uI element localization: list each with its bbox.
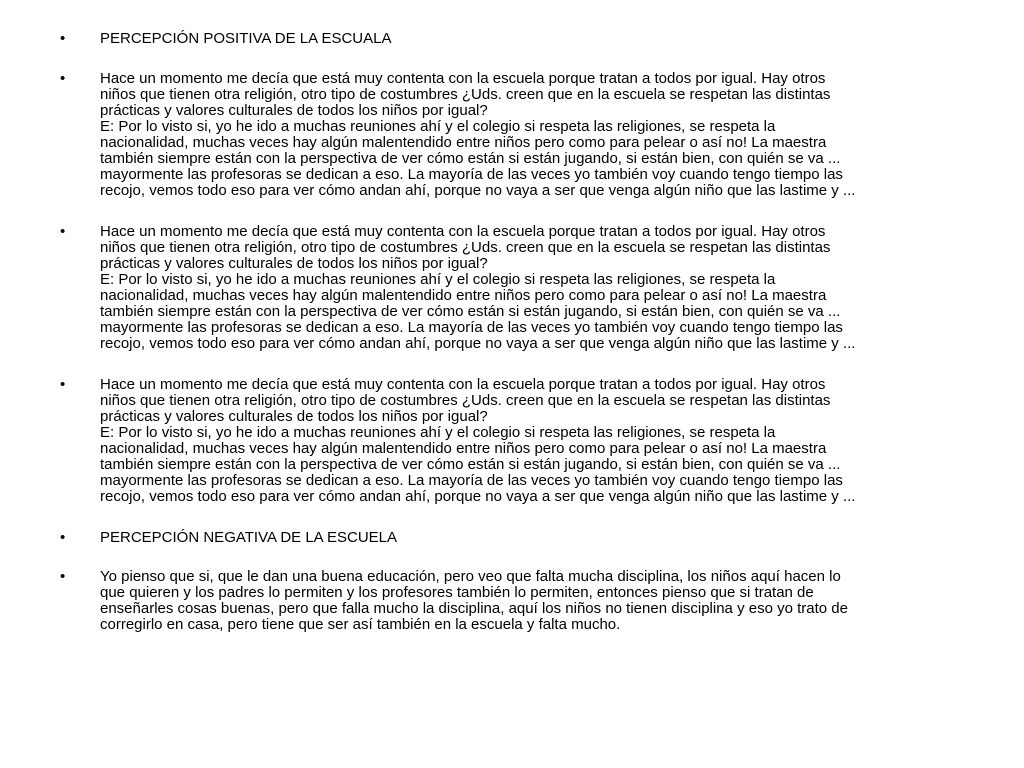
text-line: también siempre están con la perspectiva de ver cómo están si están jugando, si están bien, con quién se va ... <box>100 303 841 320</box>
text-line: E: Por lo visto si, yo he ido a muchas reuniones ahí y el colegio si respeta las religiones, se respeta la <box>100 424 776 441</box>
text-line: Yo pienso que si, que le dan una buena educación, pero veo que falta mucha disciplina, los niños aquí hacen lo <box>100 568 841 585</box>
bullet-text <box>100 31 990 47</box>
text-line: Hace un momento me decía que está muy contenta con la escuela porque tratan a todos por igual. Hay otros <box>100 70 826 87</box>
bullet-list <box>60 31 990 648</box>
text-line: recojo, vemos todo eso para ver cómo andan ahí, porque no vaya a ser que venga algún niño que las lastime y ... <box>100 335 856 352</box>
bullet-text <box>100 530 990 546</box>
text-line: mayormente las profesoras se dedican a eso. La mayoría de las veces yo también voy cuando tengo tiempo las <box>100 472 843 489</box>
bullet-dot-icon: • <box>60 223 66 240</box>
text-line: nacionalidad, muchas veces hay algún malentendido entre niños pero como para pelear o así no! La maestra <box>100 134 827 151</box>
bullet-item-quote-4 <box>60 569 990 633</box>
bullet-dot-icon: • <box>60 568 66 585</box>
bullet-text <box>100 377 990 505</box>
text-line: enseñarles cosas buenas, pero que falla mucho la disciplina, aquí los niños no tienen disciplina y eso yo trato de <box>100 600 848 617</box>
text-line: niños que tienen otra religión, otro tipo de costumbres ¿Uds. creen que en la escuela se respetan las distintas <box>100 239 831 256</box>
text-line: nacionalidad, muchas veces hay algún malentendido entre niños pero como para pelear o así no! La maestra <box>100 287 827 304</box>
text-line: prácticas y valores culturales de todos los niños por igual? <box>100 102 488 119</box>
bullet-item-quote-3 <box>60 377 990 505</box>
bullet-item-quote-1 <box>60 71 990 199</box>
text-line: corregirlo en casa, pero tiene que ser así también en la escuela y falta mucho. <box>100 616 621 633</box>
bullet-text <box>100 224 990 352</box>
bullet-dot-icon: • <box>60 30 66 47</box>
text-line: prácticas y valores culturales de todos los niños por igual? <box>100 255 488 272</box>
text-line: Hace un momento me decía que está muy contenta con la escuela porque tratan a todos por igual. Hay otros <box>100 223 826 240</box>
text-line: PERCEPCIÓN NEGATIVA DE LA ESCUELA <box>100 529 398 546</box>
text-line: nacionalidad, muchas veces hay algún malentendido entre niños pero como para pelear o así no! La maestra <box>100 440 827 457</box>
text-line: E: Por lo visto si, yo he ido a muchas reuniones ahí y el colegio si respeta las religiones, se respeta la <box>100 118 776 135</box>
text-line: que quieren y los padres lo permiten y los profesores también lo permiten, entonces pienso que si tratan de <box>100 584 814 601</box>
text-line: mayormente las profesoras se dedican a eso. La mayoría de las veces yo también voy cuando tengo tiempo las <box>100 319 843 336</box>
text-line: recojo, vemos todo eso para ver cómo andan ahí, porque no vaya a ser que venga algún niño que las lastime y ... <box>100 182 856 199</box>
bullet-dot-icon: • <box>60 70 66 87</box>
text-line: PERCEPCIÓN POSITIVA DE LA ESCUALA <box>100 30 392 47</box>
bullet-item-quote-2 <box>60 224 990 352</box>
text-line: E: Por lo visto si, yo he ido a muchas reuniones ahí y el colegio si respeta las religiones, se respeta la <box>100 271 776 288</box>
text-line: también siempre están con la perspectiva de ver cómo están si están jugando, si están bien, con quién se va ... <box>100 456 841 473</box>
bullet-item-positive-heading <box>60 31 990 47</box>
text-line: recojo, vemos todo eso para ver cómo andan ahí, porque no vaya a ser que venga algún niño que las lastime y ... <box>100 488 856 505</box>
text-line: también siempre están con la perspectiva de ver cómo están si están jugando, si están bien, con quién se va ... <box>100 150 841 167</box>
text-line: niños que tienen otra religión, otro tipo de costumbres ¿Uds. creen que en la escuela se respetan las distintas <box>100 86 831 103</box>
text-line: niños que tienen otra religión, otro tipo de costumbres ¿Uds. creen que en la escuela se respetan las distintas <box>100 392 831 409</box>
bullet-text <box>100 71 990 199</box>
text-line: Hace un momento me decía que está muy contenta con la escuela porque tratan a todos por igual. Hay otros <box>100 376 826 393</box>
text-line: prácticas y valores culturales de todos los niños por igual? <box>100 408 488 425</box>
bullet-dot-icon: • <box>60 529 66 546</box>
text-line: mayormente las profesoras se dedican a eso. La mayoría de las veces yo también voy cuando tengo tiempo las <box>100 166 843 183</box>
bullet-dot-icon: • <box>60 376 66 393</box>
bullet-item-negative-heading <box>60 530 990 546</box>
bullet-text <box>100 569 990 633</box>
